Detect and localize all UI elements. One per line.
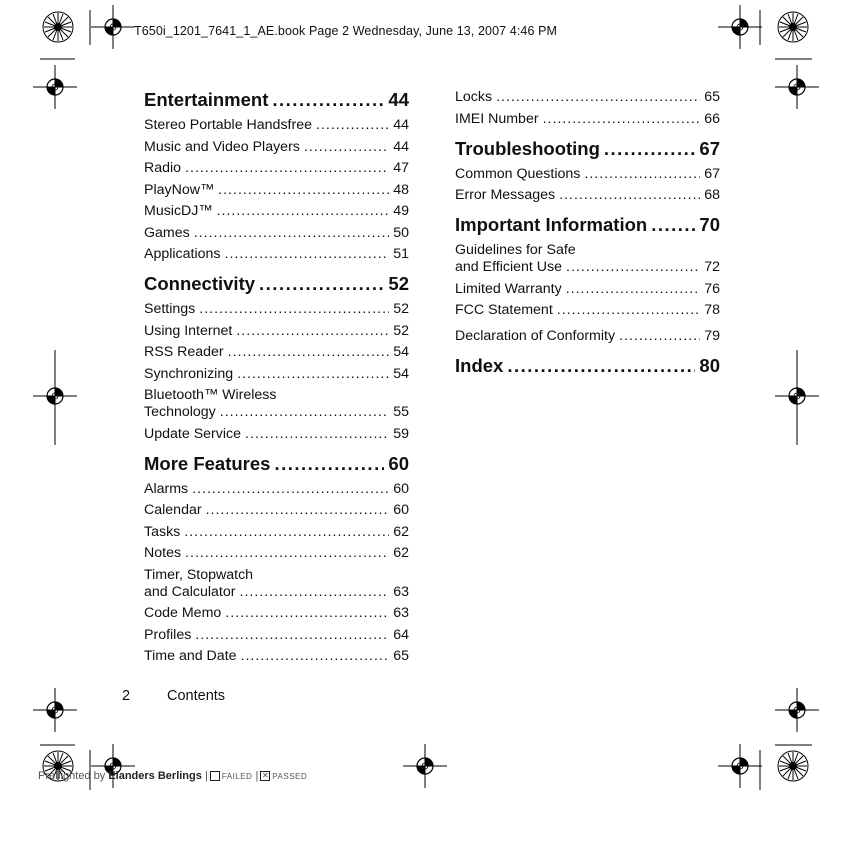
toc-entry [144,301,409,318]
entry-title: MusicDJ™ [144,203,213,219]
toc-entry [144,344,409,361]
leader-dots [199,301,389,318]
leader-dots [220,404,389,421]
entry-title: Time and Date [144,648,237,664]
preflight-stamp: Preflighted by Elanders Berlings | FAILED | ✕ PASSED [38,770,308,782]
section-page: 67 [699,137,720,159]
leader-dots [566,281,701,298]
leader-dots [206,502,390,519]
entry-page: 63 [393,605,409,621]
toc-section-heading [455,214,720,236]
leader-dots [507,355,695,377]
toc-section-heading [144,453,409,475]
toc-section-heading [144,273,409,295]
entry-title: Code Memo [144,605,222,621]
entry-page: 66 [704,110,720,127]
toc-entry [455,187,720,204]
preflight-failed: FAILED [221,772,253,781]
entry-title: Locks [455,89,493,105]
leader-dots [259,273,384,295]
page-number: 2 [122,688,131,704]
preflight-prefix: Preflighted by [38,770,106,782]
entry-page: 79 [704,328,720,344]
entry-page: 60 [393,502,409,518]
leader-dots [619,328,700,345]
leader-dots [184,524,389,541]
leader-dots [236,323,389,340]
entry-title: Error Messages [455,187,556,203]
entry-page: 67 [704,165,720,182]
toc-entry [144,323,409,340]
toc-section-heading [455,355,720,377]
entry-page: 68 [704,187,720,203]
toc-entry [144,160,409,177]
section-title: Connectivity [144,273,256,294]
leader-dots [225,605,389,622]
entry-page: 62 [393,523,409,540]
entry-title: FCC Statement [455,302,553,318]
entry-title-line1: Bluetooth™ Wireless [144,387,277,403]
entry-page: 78 [704,302,720,318]
entry-page: 59 [393,425,409,442]
entry-title: Limited Warranty [455,280,562,297]
leader-dots [225,246,390,263]
leader-dots [217,203,390,220]
section-page: 44 [388,89,409,110]
leader-dots [584,166,700,183]
entry-title: RSS Reader [144,344,224,360]
preflight-brand: Elanders Berlings [108,770,202,782]
entry-title: Settings [144,301,196,317]
entry-title: Using Internet [144,322,233,339]
entry-page: 65 [393,648,409,664]
toc-entry [455,281,720,298]
toc-entry [144,502,409,519]
leader-dots [185,160,389,177]
section-title: More Features [144,452,271,474]
toc-entry [144,182,409,199]
entry-page: 47 [393,160,409,176]
toc-entry [144,203,409,220]
leader-dots [604,138,696,160]
entry-title: Update Service [144,425,241,442]
entry-title: Alarms [144,480,189,497]
entry-page: 60 [393,480,409,497]
leader-dots [237,366,389,383]
entry-title: Games [144,224,190,241]
entry-title: Calendar [144,502,202,518]
entry-title-line1: Guidelines for Safe [455,242,576,258]
toc-entry [144,605,409,622]
toc-entry [144,567,409,601]
entry-title-line1: Timer, Stopwatch [144,566,254,583]
entry-title: Synchronizing [144,365,234,382]
leader-dots [218,182,389,199]
entry-page: 72 [704,259,720,275]
toc-entry [455,328,720,345]
toc-entry [144,545,409,562]
leader-dots [192,481,389,498]
entry-title: Tasks [144,523,181,540]
toc-entry [144,627,409,644]
toc-left-column [144,89,409,670]
entry-title: Declaration of Conformity [455,328,616,344]
entry-title: Music and Video Players [144,138,300,155]
toc-entry [144,139,409,156]
entry-page: 48 [393,181,409,198]
entry-title: Radio [144,160,182,176]
checked-box-icon: ✕ [261,771,269,781]
entry-title-line2: Technology [144,404,216,420]
entry-title-line2: and Efficient Use [455,259,562,275]
leader-dots [245,426,389,443]
entry-page: 54 [393,365,409,382]
entry-page: 51 [393,246,409,262]
toc-entry [144,366,409,383]
entry-page: 55 [393,404,409,420]
toc-entry [144,426,409,443]
entry-title: Notes [144,545,182,561]
entry-page: 54 [393,344,409,360]
entry-page: 50 [393,224,409,241]
leader-dots [651,214,695,236]
entry-title: Stereo Portable Handsfree [144,117,312,133]
entry-title: Profiles [144,626,192,643]
checkbox-icon [210,771,220,781]
toc-entry [144,481,409,498]
section-title: Entertainment [144,89,269,110]
entry-page: 44 [393,138,409,155]
section-page: 60 [388,452,409,474]
toc-entry [144,387,409,421]
leader-dots [557,302,700,319]
entry-page: 62 [393,545,409,561]
section-page: 70 [699,214,720,235]
toc-section-heading [455,138,720,160]
toc-entry [455,111,720,128]
leader-dots [241,648,390,665]
print-header: T650i_1201_7641_1_AE.book Page 2 Wednesday, June 13, 2007 4:46 PM [134,24,558,38]
leader-dots [543,111,701,128]
entry-page: 64 [393,626,409,643]
section-title: Index [455,355,504,376]
leader-dots [272,89,384,111]
toc-entry [144,524,409,541]
toc-section-heading [144,89,409,111]
leader-dots [240,584,390,601]
entry-title: IMEI Number [455,110,539,127]
preflight-passed: PASSED [272,772,308,781]
entry-title: Common Questions [455,165,581,182]
entry-title-line2: and Calculator [144,583,236,600]
footer-title: Contents [167,688,226,704]
toc-right-column [455,89,720,383]
entry-page: 76 [704,280,720,297]
toc-entry [144,648,409,665]
toc-entry [144,225,409,242]
section-title: Troubleshooting [455,137,600,159]
leader-dots [316,117,389,134]
toc-entry [144,246,409,263]
entry-page: 49 [393,203,409,219]
leader-dots [496,89,700,106]
leader-dots [228,344,390,361]
entry-title: Applications [144,246,221,262]
leader-dots [195,627,389,644]
entry-title: PlayNow™ [144,181,215,198]
leader-dots [304,139,389,156]
toc-entry [144,117,409,134]
toc-entry [455,89,720,106]
section-page: 80 [699,355,720,376]
toc-entry [455,242,720,276]
entry-page: 44 [393,117,409,133]
entry-page: 52 [393,301,409,317]
section-page: 52 [388,273,409,294]
leader-dots [566,259,700,276]
leader-dots [194,225,389,242]
leader-dots [559,187,700,204]
toc-entry [455,302,720,319]
leader-dots [185,545,389,562]
toc-entry [455,166,720,183]
entry-page: 52 [393,322,409,339]
leader-dots [274,453,384,475]
entry-page: 63 [393,583,409,600]
section-title: Important Information [455,214,648,235]
entry-page: 65 [704,89,720,105]
